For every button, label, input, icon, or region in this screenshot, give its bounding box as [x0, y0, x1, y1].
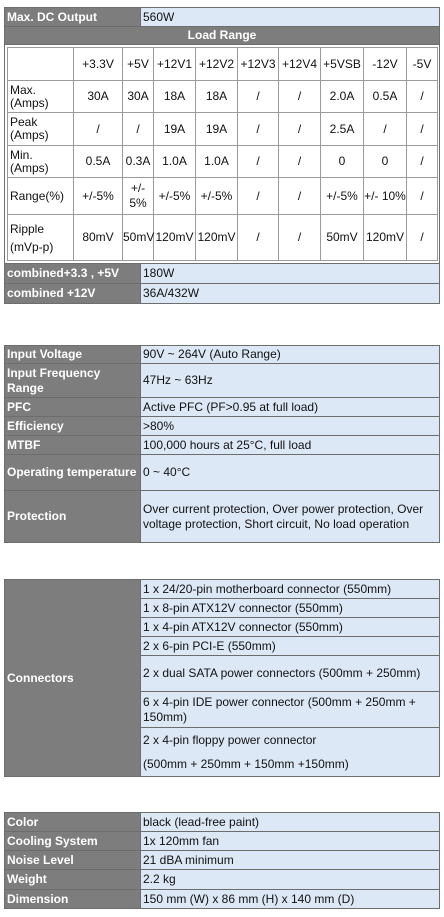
column-header: -5V: [407, 48, 438, 81]
column-header: +12V2: [196, 48, 238, 81]
column-header: +5VSB: [321, 48, 364, 81]
table-cell: 120mV: [364, 215, 407, 261]
table-row: [8, 146, 438, 178]
table-row: [5, 491, 440, 543]
column-header: +5V: [123, 48, 154, 81]
input-frequency-label: Input Frequency Range: [5, 364, 141, 398]
output-spec-table: [4, 7, 440, 304]
table-cell: +/- 5%: [123, 178, 154, 215]
table-cell: 50mV: [321, 215, 364, 261]
load-range-grid: [7, 47, 438, 261]
table-cell: /: [238, 215, 279, 261]
table-row: [5, 890, 440, 909]
row-header: Max. (Amps): [8, 81, 74, 113]
connector-item: 1 x 24/20-pin motherboard connector (550mm): [141, 580, 440, 599]
table-cell: 30A: [74, 81, 123, 113]
pfc-label: PFC: [5, 398, 141, 417]
column-header: +12V4: [279, 48, 321, 81]
connector-item: (500mm + 250mm + 150mm +150mm): [143, 757, 349, 771]
dimension-value: 150 mm (W) x 86 mm (H) x 140 mm (D): [141, 890, 440, 909]
connector-item: 1 x 4-pin ATX12V connector (550mm): [141, 618, 440, 637]
cooling-system-label: Cooling System: [5, 832, 141, 851]
table-row: [5, 580, 440, 599]
table-cell: /: [407, 178, 438, 215]
table-row: [5, 346, 440, 364]
table-cell: /: [407, 113, 438, 146]
noise-level-label: Noise Level: [5, 851, 141, 870]
load-range-title: Load Range: [5, 27, 440, 45]
efficiency-value: >80%: [141, 417, 440, 436]
table-cell: /: [279, 113, 321, 146]
table-cell: 0.5A: [74, 146, 123, 178]
connectors-table: [4, 579, 440, 777]
table-cell: +/-5%: [74, 178, 123, 215]
mtbf-value: 100,000 hours at 25°C, full load: [141, 436, 440, 455]
dimension-label: Dimension: [5, 890, 141, 909]
table-cell: 18A: [196, 81, 238, 113]
table-cell: /: [279, 178, 321, 215]
input-spec-table: [4, 345, 440, 543]
table-row: [8, 81, 438, 113]
table-cell: +/-5%: [321, 178, 364, 215]
row-header: Peak (Amps): [8, 113, 74, 146]
table-cell: 19A: [196, 113, 238, 146]
table-cell: /: [364, 113, 407, 146]
table-cell: 1.0A: [154, 146, 196, 178]
table-cell: +/- 10%: [364, 178, 407, 215]
table-cell: /: [407, 215, 438, 261]
protection-value: Over current protection, Over power protection, Over voltage protection, Short circuit, No load operation: [141, 491, 440, 543]
table-row: [5, 851, 440, 870]
table-cell: 0.5A: [364, 81, 407, 113]
table-row: [8, 113, 438, 146]
noise-level-value: 21 dBA minimum: [141, 851, 440, 870]
protection-label: Protection: [5, 491, 141, 543]
column-header: -12V: [364, 48, 407, 81]
load-range-container: [5, 45, 440, 264]
weight-value: 2.2 kg: [141, 870, 440, 890]
row-header: Ripple (mVp-p): [8, 215, 74, 261]
table-cell: /: [74, 113, 123, 146]
table-cell: /: [238, 178, 279, 215]
connector-item: 2 x 4-pin floppy power connector: [143, 733, 317, 747]
combined-33-5v-label: combined+3.3 , +5V: [5, 264, 141, 284]
column-header: +12V3: [238, 48, 279, 81]
input-frequency-value: 47Hz ~ 63Hz: [141, 364, 440, 398]
table-cell: /: [407, 146, 438, 178]
table-cell: /: [238, 81, 279, 113]
combined-12v-label: combined +12V: [5, 284, 141, 304]
table-row: [5, 436, 440, 455]
table-cell: /: [238, 146, 279, 178]
table-cell: 80mV: [74, 215, 123, 261]
table-cell: /: [238, 113, 279, 146]
combined-33-5v-value: 180W: [141, 264, 440, 284]
efficiency-label: Efficiency: [5, 417, 141, 436]
weight-label: Weight: [5, 870, 141, 890]
table-cell: +/-5%: [154, 178, 196, 215]
table-cell: /: [279, 215, 321, 261]
table-row: [5, 417, 440, 436]
input-voltage-label: Input Voltage: [5, 346, 141, 364]
max-dc-output-value: 560W: [141, 8, 440, 27]
table-cell: 18A: [154, 81, 196, 113]
column-header: +12V1: [154, 48, 196, 81]
table-cell: /: [279, 146, 321, 178]
table-cell: /: [279, 81, 321, 113]
table-cell: /: [407, 81, 438, 113]
mtbf-label: MTBF: [5, 436, 141, 455]
table-cell: +/-5%: [196, 178, 238, 215]
color-label: Color: [5, 813, 141, 832]
table-cell: 30A: [123, 81, 154, 113]
physical-spec-table: [4, 812, 440, 909]
input-voltage-value: 90V ~ 264V (Auto Range): [141, 346, 440, 364]
connectors-label: Connectors: [5, 580, 141, 777]
table-cell: /: [123, 113, 154, 146]
load-range-header-row: [8, 48, 438, 81]
table-cell: 120mV: [196, 215, 238, 261]
table-row: [5, 455, 440, 491]
operating-temperature-label: Operating temperature: [5, 455, 141, 491]
table-cell: 0.3A: [123, 146, 154, 178]
table-row: [5, 364, 440, 398]
table-row: [5, 813, 440, 832]
operating-temperature-value: 0 ~ 40°C: [141, 455, 440, 491]
table-row: [8, 178, 438, 215]
connector-item: 2 x dual SATA power connectors (500mm + 250mm): [141, 656, 440, 692]
table-cell: 0: [364, 146, 407, 178]
table-cell: 2.5A: [321, 113, 364, 146]
table-cell: 1.0A: [196, 146, 238, 178]
table-row: [5, 832, 440, 851]
table-cell: 2.0A: [321, 81, 364, 113]
cooling-system-value: 1x 120mm fan: [141, 832, 440, 851]
column-header: +3.3V: [74, 48, 123, 81]
table-cell: 120mV: [154, 215, 196, 261]
table-row: [8, 215, 438, 261]
color-value: black (lead-free paint): [141, 813, 440, 832]
table-cell: 50mV: [123, 215, 154, 261]
table-row: [5, 398, 440, 417]
connector-item: 6 x 4-pin IDE power connector (500mm + 250mm + 150mm): [141, 692, 440, 728]
table-row: [5, 870, 440, 890]
table-cell: 19A: [154, 113, 196, 146]
row-header: Range(%): [8, 178, 74, 215]
combined-12v-value: 36A/432W: [141, 284, 440, 304]
connector-item: 2 x 6-pin PCI-E (550mm): [141, 637, 440, 656]
load-range-corner: [8, 48, 74, 81]
max-dc-output-label: Max. DC Output: [5, 8, 141, 27]
pfc-value: Active PFC (PF>0.95 at full load): [141, 398, 440, 417]
table-cell: 0: [321, 146, 364, 178]
row-header: Min. (Amps): [8, 146, 74, 178]
connector-item: 1 x 8-pin ATX12V connector (550mm): [141, 599, 440, 618]
connector-item-floppy: [141, 728, 440, 777]
